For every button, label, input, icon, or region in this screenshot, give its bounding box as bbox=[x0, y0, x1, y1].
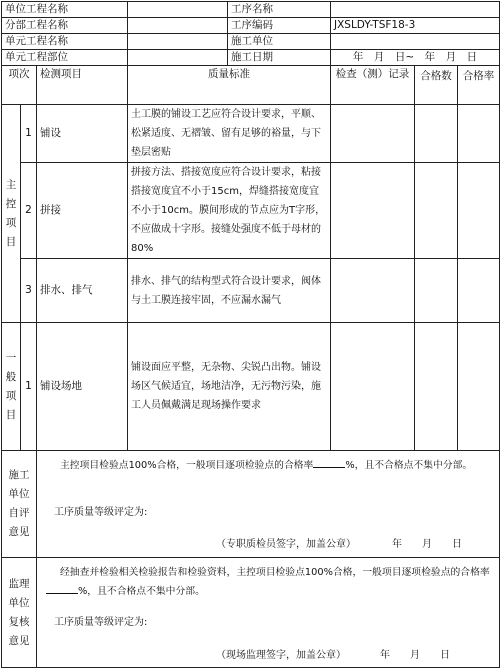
unit-project-value[interactable] bbox=[128, 2, 228, 18]
supervisor-review-grade: 工序质量等级评定为: bbox=[54, 617, 148, 628]
col-inspection-record-header: 检查（测）记录 bbox=[331, 66, 415, 105]
supervisor-review-rate-blank[interactable] bbox=[46, 582, 78, 594]
unit-element-location-value[interactable] bbox=[128, 50, 228, 66]
main-control-row-3 bbox=[2, 259, 500, 323]
supervisor-review-row bbox=[2, 558, 500, 668]
header-row-4 bbox=[2, 50, 500, 66]
self-eval-rate-blank[interactable] bbox=[313, 456, 345, 468]
col-quality-standard-header: 质量标准 bbox=[128, 66, 331, 105]
main-control-group-label: 主控项目 bbox=[2, 105, 21, 323]
unit-element-project-label: 单元工程名称 bbox=[2, 34, 128, 50]
main-control-row-3-record[interactable] bbox=[331, 259, 415, 323]
main-control-row-3-qualified-count[interactable] bbox=[415, 259, 458, 323]
main-control-row-3-standard: 排水、排气的结构型式符合设计要求，阀体与土工膜连接牢固，不应漏水漏气 bbox=[128, 259, 331, 323]
supervisor-review-label: 监理单位复核意见 bbox=[2, 558, 37, 668]
process-code-value[interactable]: JXSLDY-TSF18-3 bbox=[331, 18, 500, 34]
construction-date-label: 施工日期 bbox=[228, 50, 331, 66]
main-control-row-2-standard: 拼接方法、搭接宽度应符合设计要求，粘接搭接宽度宜不小于15cm，焊缝搭接宽度宜不小于10cm。膜间形成的节点应为T字形，不应做成十字形。接缝处强度不低于母材的80% bbox=[128, 163, 331, 259]
col-qualified-rate-header: 合格率 bbox=[458, 66, 500, 105]
main-control-row-2 bbox=[2, 163, 500, 259]
main-control-row-1-name: 铺设 bbox=[37, 105, 128, 163]
self-eval-text bbox=[46, 456, 492, 475]
main-control-row-1-record[interactable] bbox=[331, 105, 415, 163]
column-header-row bbox=[2, 66, 500, 105]
main-control-row-2-record[interactable] bbox=[331, 163, 415, 259]
subdivision-project-value[interactable] bbox=[128, 18, 228, 34]
self-eval-grade: 工序质量等级评定为: bbox=[54, 507, 148, 518]
construction-date-value[interactable]: 年 月 日~ 年 月 日 bbox=[331, 50, 500, 66]
main-control-row-1 bbox=[2, 105, 500, 163]
header-row-2 bbox=[2, 18, 500, 34]
unit-element-location-label: 单元工程部位 bbox=[2, 50, 128, 66]
self-eval-label: 施工单位自评意见 bbox=[2, 451, 37, 558]
main-control-row-1-standard: 土工膜的铺设工艺应符合设计要求，平顺、松紧适度、无褶皱、留有足够的裕量，与下垫层密贴 bbox=[128, 105, 331, 163]
main-control-row-1-no: 1 bbox=[21, 105, 37, 163]
self-eval-text-a: 主控项目检验点100%合格，一般项目逐项检验点的合格率 bbox=[60, 460, 314, 471]
subdivision-project-label: 分部工程名称 bbox=[2, 18, 128, 34]
main-control-row-1-qualified-count[interactable] bbox=[415, 105, 458, 163]
self-eval-date: 年 月 日 bbox=[392, 539, 462, 550]
general-row-1-name: 铺设场地 bbox=[37, 323, 128, 451]
general-row-1 bbox=[2, 323, 500, 451]
supervisor-review-date: 年 月 日 bbox=[380, 650, 450, 661]
main-control-row-2-no: 2 bbox=[21, 163, 37, 259]
general-row-1-qualified-rate[interactable] bbox=[458, 323, 500, 451]
general-row-1-no: 1 bbox=[21, 323, 37, 451]
general-group-label: 一般项目 bbox=[2, 323, 21, 451]
main-control-row-1-qualified-rate[interactable] bbox=[458, 105, 500, 163]
self-eval-sign-note: （专职质检员签字，加盖公章） bbox=[216, 539, 356, 550]
self-eval-row bbox=[2, 451, 500, 558]
construction-unit-value[interactable] bbox=[331, 34, 500, 50]
col-item-header: 项次 bbox=[2, 66, 37, 105]
general-row-1-qualified-count[interactable] bbox=[415, 323, 458, 451]
col-qualified-count-header: 合格数 bbox=[415, 66, 458, 105]
process-name-label: 工序名称 bbox=[228, 2, 331, 18]
construction-unit-label: 施工单位 bbox=[228, 34, 331, 50]
col-inspection-item-header: 检测项目 bbox=[37, 66, 128, 105]
main-control-row-3-no: 3 bbox=[21, 259, 37, 323]
main-control-row-2-name: 拼接 bbox=[37, 163, 128, 259]
general-row-1-record[interactable] bbox=[331, 323, 415, 451]
supervisor-review-sign-note: （现场监理签字，加盖公章） bbox=[216, 650, 346, 661]
general-row-1-standard: 铺设面应平整，无杂物、尖锐凸出物。铺设场区气候适宜，场地洁净，无污物污染，施工人员佩戴满足现场操作要求 bbox=[128, 323, 331, 451]
main-control-row-3-name: 排水、排气 bbox=[37, 259, 128, 323]
header-row-3 bbox=[2, 34, 500, 50]
process-code-label: 工序编码 bbox=[228, 18, 331, 34]
unit-project-label: 单位工程名称 bbox=[2, 2, 128, 18]
self-eval-content bbox=[37, 451, 500, 558]
inspection-form-table bbox=[1, 1, 500, 668]
main-control-row-3-qualified-rate[interactable] bbox=[458, 259, 500, 323]
supervisor-review-text-a: 经抽查并检验相关检验报告和检验资料，主控项目检验点100%合格，一般项目逐项检验点的合格率 bbox=[60, 567, 490, 578]
process-name-value[interactable] bbox=[331, 2, 500, 18]
main-control-row-2-qualified-count[interactable] bbox=[415, 163, 458, 259]
supervisor-review-text bbox=[46, 563, 492, 601]
self-eval-text-b: %，且不合格点不集中分部。 bbox=[345, 460, 473, 471]
header-row-1 bbox=[2, 2, 500, 18]
main-control-row-2-qualified-rate[interactable] bbox=[458, 163, 500, 259]
supervisor-review-text-b: %，且不合格点不集中分部。 bbox=[78, 586, 205, 597]
supervisor-review-content bbox=[37, 558, 500, 668]
unit-element-project-value[interactable] bbox=[128, 34, 228, 50]
